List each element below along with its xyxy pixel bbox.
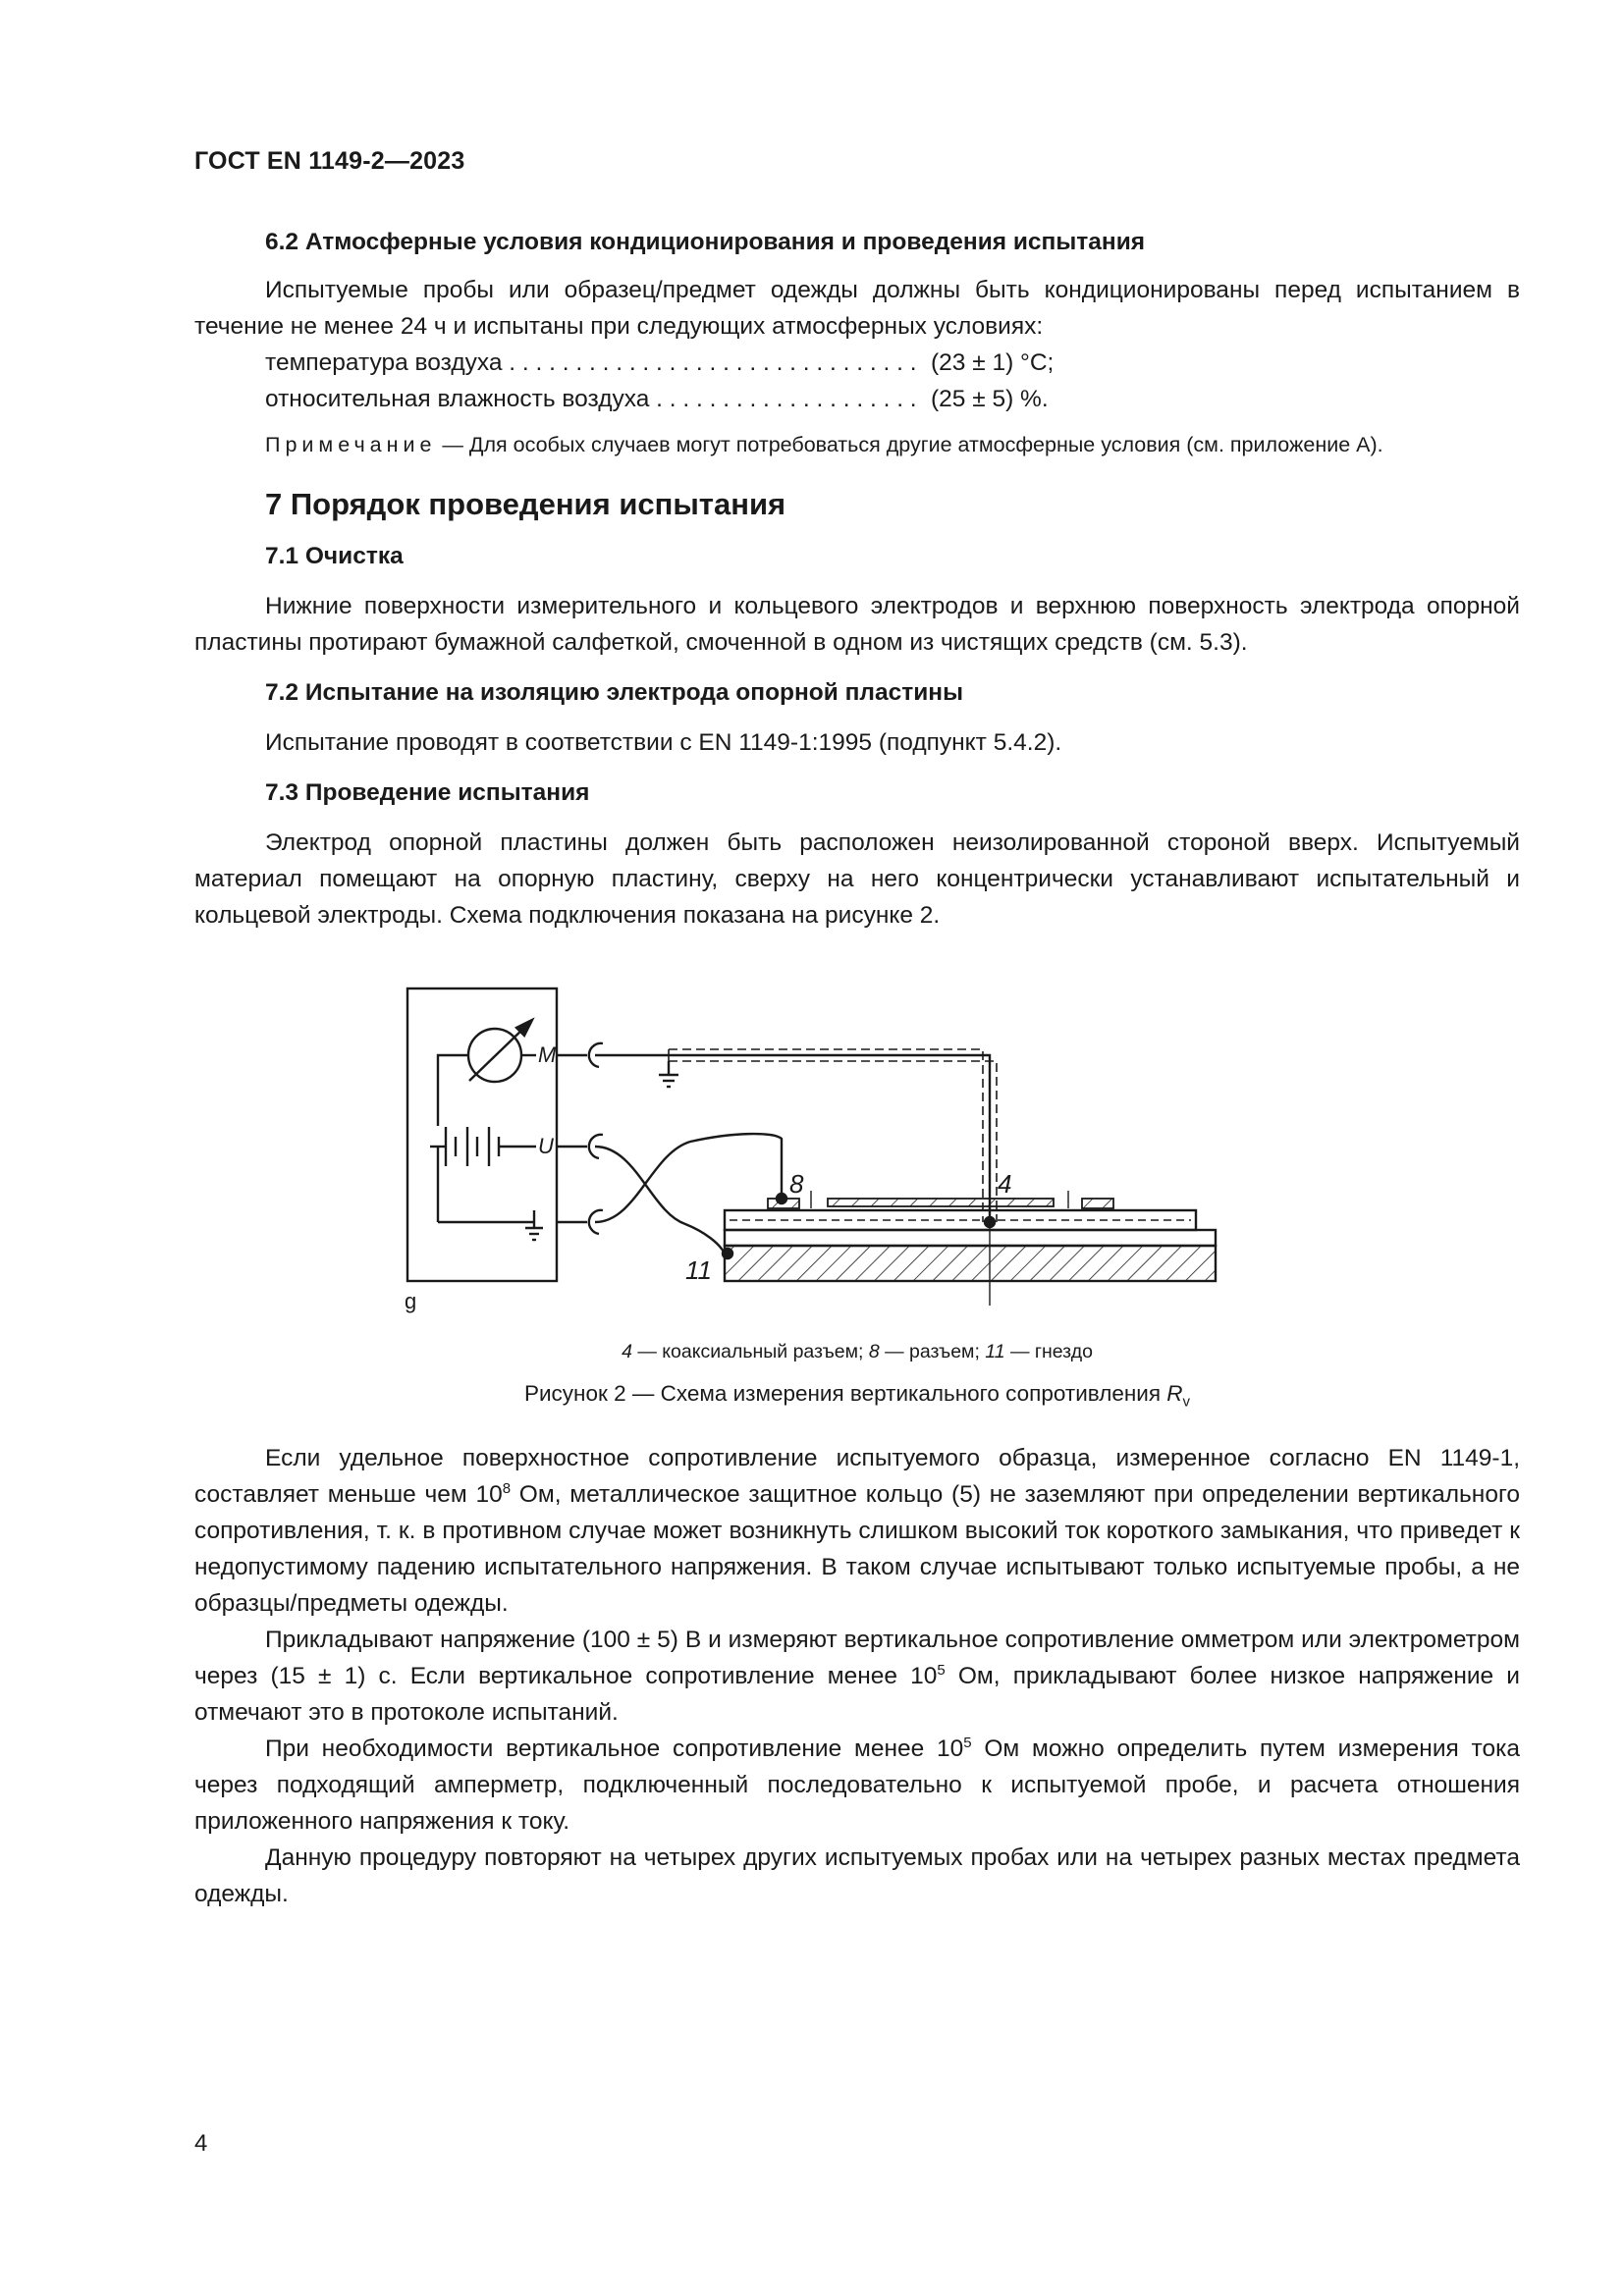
section-7-2-text: Испытание проводят в соответствии с EN 1149-1:1995 (подпункт 5.4.2). xyxy=(265,729,1062,756)
label-m: M xyxy=(538,1042,557,1067)
paragraph-4: Данную процедуру повторяют на четырех других испытуемых пробах или на четырех разных местах предмета одежды. xyxy=(194,1844,1520,1907)
label-u: U xyxy=(538,1134,554,1158)
support-plate-electrode xyxy=(725,1246,1216,1281)
battery-icon xyxy=(430,1127,536,1222)
paragraph-2: Прикладывают напряжение (100 ± 5) В и измеряют вертикальное сопротивление омметром или электрометром через (15 ± 1) с. Если вертикальное сопротивление менее $10^5$ Ом, прикладывают более низкое напряжение и отмечают это в протоколе испытаний. xyxy=(194,1627,1520,1726)
paragraph-1: Если удельное поверхностное сопротивление испытуемого образца, измеренное согласно EN 1149-1, составляет меньше чем $10^8$ Ом, металлическое защитное кольцо (5) не заземляют при определении вертикального сопротивления, т. к. в противном случае может возникнуть слишком высокий ток короткого замыкания, что приведет к недопустимому падению испытательного напряжения. В таком случае испытывают только испытуемые пробы, а не образцы/предметы одежды. xyxy=(194,1445,1520,1617)
note xyxy=(194,429,1520,460)
section-7-3-title: 7.3 Проведение испытания xyxy=(265,779,590,806)
label-8: 8 xyxy=(789,1169,804,1199)
crossed-wires xyxy=(595,1134,786,1258)
figure-2 xyxy=(194,934,1520,1411)
page-number: 4 xyxy=(194,2130,208,2157)
measuring-electrode xyxy=(828,1199,1054,1206)
section-7-3-text: Электрод опорной пластины должен быть расположен неизолированной стороной вверх. Испытуемый материал помещают на опорную пластину, сверху на него концентрически устанавливают испытательный и кольцевой электроды. Схема подключения показана на рисунке 2. xyxy=(194,829,1520,929)
note-label: Примечание xyxy=(265,433,437,456)
page-content xyxy=(194,224,1520,1912)
socket-icon xyxy=(589,1043,603,1234)
section-6-2-text: Испытуемые пробы или образец/предмет одежды должны быть кондиционированы перед испытанием в течение не менее 24 ч и испытаны при следующих атмосферных условиях: xyxy=(194,277,1520,340)
condition-value: (23 ± 1) °С; xyxy=(931,349,1055,376)
condition-row-temperature xyxy=(194,345,1520,381)
condition-value: (25 ± 5) %. xyxy=(931,386,1049,412)
meter-icon xyxy=(438,1020,536,1126)
section-7-title: 7 Порядок проведения испытания xyxy=(265,487,786,521)
condition-label: относительная влажность воздуха . . . xyxy=(265,381,923,417)
note-text: — Для особых случаев могут потребоваться другие атмосферные условия (см. приложение А). xyxy=(436,433,1383,456)
figure-caption: Рисунок 2 — Схема измерения вертикального сопротивления $R_v$ xyxy=(523,1381,1191,1411)
ring-electrode-right xyxy=(1082,1199,1113,1208)
ground-icon xyxy=(438,1210,543,1240)
paragraph-3: При необходимости вертикальное сопротивление менее $10^5$ Ом можно определить путем измерения тока через подходящий амперметр, подключенный последовательно к испытуемой пробе, и расчета отношения приложенного напряжения к току. xyxy=(194,1735,1521,1835)
section-7-2-title: 7.2 Испытание на изоляцию электрода опорной пластины xyxy=(265,679,964,706)
label-g: g xyxy=(405,1289,417,1313)
shield-ground-icon xyxy=(659,1061,678,1087)
section-7-1-text: Нижние поверхности измерительного и кольцевого электродов и верхнюю поверхность электрода опорной пластины протирают бумажной салфеткой, смоченной в одном из чистящих средств (см. 5.3). xyxy=(194,593,1520,656)
condition-row-humidity xyxy=(194,381,1520,417)
ring-electrode-left xyxy=(768,1199,799,1208)
section-7-1-title: 7.1 Очистка xyxy=(265,543,404,569)
label-11: 11 xyxy=(685,1255,712,1285)
plate-top xyxy=(725,1230,1216,1246)
label-4: 4 xyxy=(998,1169,1012,1199)
document-header: ГОСТ EN 1149-2—2023 xyxy=(194,147,465,175)
circuit-diagram xyxy=(391,967,1294,1320)
section-6-2-title: 6.2 Атмосферные условия кондиционирования и проведения испытания xyxy=(265,229,1146,255)
figure-legend: 4 — коаксиальный разъем; 8 — разъем; 11 — гнездо xyxy=(622,1341,1093,1362)
condition-label: температура воздуха . . . xyxy=(265,345,923,381)
